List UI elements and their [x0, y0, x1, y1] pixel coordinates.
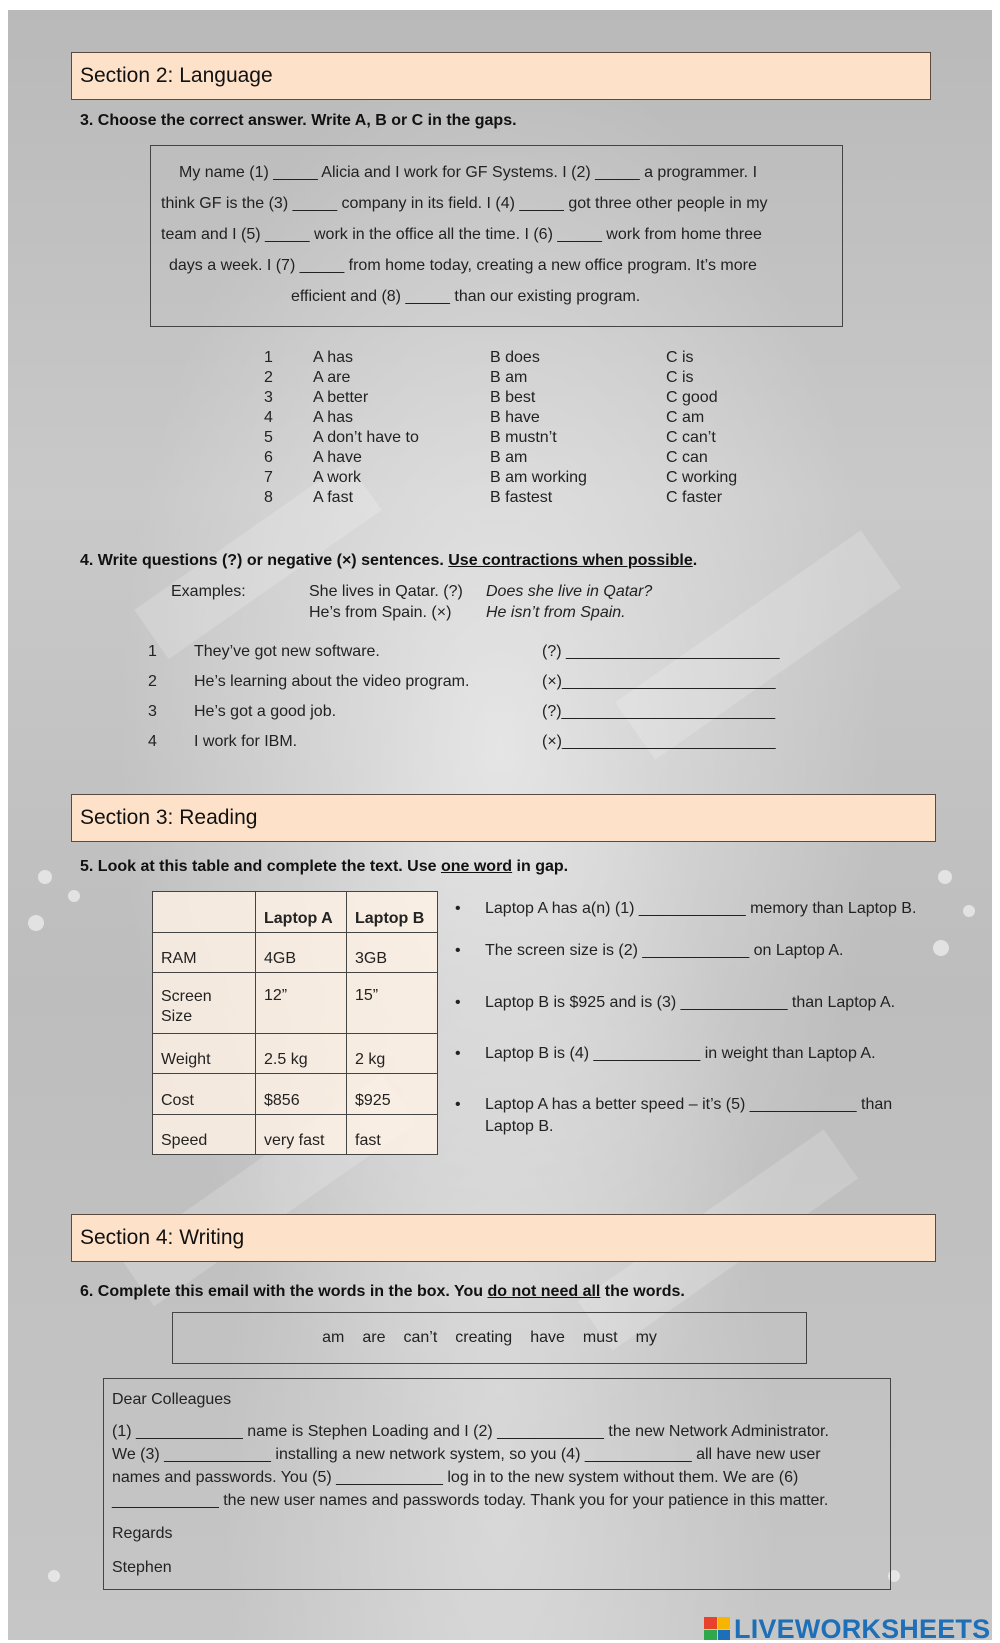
table-row: [153, 1074, 438, 1115]
word-option: my: [635, 1329, 657, 1346]
option-a: A work: [313, 469, 362, 486]
laptop-comparison-table: [152, 891, 438, 1155]
logo-square: [718, 1617, 731, 1630]
gap-sentence: • The screen size is (2) ____________ on Laptop A.: [485, 940, 955, 962]
background-decoration: [938, 870, 952, 884]
background-decoration: [963, 905, 975, 917]
title-underlined-text: Use contractions when possible: [448, 552, 693, 569]
option-a: A don’t have to: [313, 429, 419, 446]
item-number: 3: [148, 703, 157, 720]
logo-square: [718, 1630, 731, 1640]
email-greeting: Dear Colleagues: [112, 1391, 232, 1408]
word-option: can’t: [403, 1329, 438, 1346]
item-sentence: They’ve got new software.: [194, 643, 380, 660]
table-cell: 2 kg: [347, 1034, 438, 1074]
option-a: A fast: [313, 489, 354, 506]
table-cell: $856: [256, 1074, 347, 1115]
background-decoration: [38, 870, 52, 884]
email-signature: Stephen: [112, 1559, 172, 1576]
option-c: C can’t: [666, 429, 716, 446]
paragraph-line: efficient and (8) _____ than our existing program.: [291, 288, 641, 305]
logo-text: LIVEWORKSHEETS: [734, 1614, 991, 1640]
option-c: C good: [666, 389, 718, 406]
table-cell: Cost: [153, 1074, 256, 1115]
email-line: (1) ____________ name is Stephen Loading and I (2) ____________ the new Network Administrator.: [112, 1423, 829, 1440]
option-number: 8: [264, 489, 273, 506]
table-row: [153, 973, 438, 1034]
title-underlined-text: one word: [440, 858, 513, 875]
option-a: A has: [313, 349, 354, 366]
table-header-cell: Laptop B: [347, 892, 438, 933]
question-5-title: [80, 858, 568, 876]
table-cell: fast: [347, 1115, 438, 1155]
table-row: [153, 1115, 438, 1155]
logo-icon: [704, 1617, 730, 1641]
option-b: B fastest: [490, 489, 553, 506]
table-cell: 15”: [347, 973, 438, 1034]
paragraph-line: My name (1) _____ Alicia and I work for GF Systems. I (2) _____ a programmer. I: [179, 164, 758, 181]
question-4-title: [80, 552, 697, 570]
paragraph-line: think GF is the (3) _____ company in its field. I (4) _____ got three other people in my: [161, 195, 768, 212]
background-decoration: [48, 1570, 60, 1582]
option-b: B does: [490, 349, 540, 366]
example-sentence: She lives in Qatar. (?): [309, 583, 463, 600]
word-option: creating: [455, 1329, 513, 1346]
example-answer: He isn’t from Spain.: [486, 604, 626, 621]
section-title: Section 3: Reading: [80, 806, 258, 829]
option-number: 6: [264, 449, 273, 466]
email-line: names and passwords. You (5) ____________ log in to the new system without them. We are (6): [112, 1469, 799, 1486]
section-2-header: [71, 52, 931, 100]
gap-sentence: • Laptop A has a better speed – it’s (5) ____________ than Laptop B.: [485, 1094, 930, 1138]
option-b: B am working: [490, 469, 587, 486]
email-line: ____________ the new user names and passwords today. Thank you for your patience in this matter.: [112, 1492, 829, 1509]
option-number: 4: [264, 409, 273, 426]
background-decoration: [68, 890, 80, 902]
option-c: C can: [666, 449, 708, 466]
table-cell: $925: [347, 1074, 438, 1115]
option-a: A better: [313, 389, 369, 406]
option-b: B mustn’t: [490, 429, 557, 446]
item-number: 2: [148, 673, 157, 690]
word-option: must: [582, 1329, 618, 1346]
gap-sentence: • Laptop B is $925 and is (3) ____________ than Laptop A.: [485, 992, 955, 1014]
option-c: C working: [666, 469, 738, 486]
option-number: 1: [264, 349, 273, 366]
title-text: 4. Write questions (?) or negative (×) sentences.: [80, 552, 449, 569]
item-number: 4: [148, 733, 157, 750]
word-option: are: [362, 1329, 386, 1346]
title-text: in gap.: [512, 858, 569, 875]
option-c: C is: [666, 349, 694, 366]
answer-blank[interactable]: (×)________________________: [542, 733, 776, 750]
item-sentence: I work for IBM.: [194, 733, 298, 750]
option-a: A have: [313, 449, 362, 466]
option-c: C faster: [666, 489, 723, 506]
title-text: .: [692, 552, 698, 569]
title-underlined-text: do not need all: [487, 1283, 601, 1300]
table-cell: 12”: [256, 973, 347, 1034]
question-3-paragraph-box: [150, 145, 843, 327]
option-b: B am: [490, 449, 528, 466]
logo-square: [704, 1630, 717, 1640]
section-title: Section 2: Language: [80, 64, 273, 87]
answer-blank[interactable]: (?)________________________: [542, 703, 776, 720]
liveworksheets-logo[interactable]: [704, 1614, 990, 1640]
table-cell: 4GB: [256, 933, 347, 973]
answer-blank[interactable]: (?) ________________________: [542, 643, 780, 660]
gap-sentence: • Laptop B is (4) ____________ in weight than Laptop A.: [485, 1043, 955, 1065]
question-3-title: 3. Choose the correct answer. Write A, B or C in the gaps.: [80, 112, 517, 129]
word-option: am: [322, 1329, 345, 1346]
table-header-row: [153, 892, 438, 933]
background-decoration: [28, 915, 44, 931]
table-cell: Speed: [153, 1115, 256, 1155]
option-a: A has: [313, 409, 354, 426]
item-number: 1: [148, 643, 157, 660]
table-cell: RAM: [153, 933, 256, 973]
title-text: 6. Complete this email with the words in the box. You: [80, 1283, 488, 1300]
table-cell: 2.5 kg: [256, 1034, 347, 1074]
option-c: C am: [666, 409, 705, 426]
gap-sentence: • Laptop A has a(n) (1) ____________ memory than Laptop B.: [485, 898, 955, 920]
answer-blank[interactable]: (×)________________________: [542, 673, 776, 690]
option-a: A are: [313, 369, 351, 386]
option-number: 3: [264, 389, 273, 406]
example-answer: Does she live in Qatar?: [486, 583, 653, 600]
option-b: B have: [490, 409, 540, 426]
example-sentence: He’s from Spain. (×): [309, 604, 452, 621]
option-number: 2: [264, 369, 273, 386]
paragraph-line: team and I (5) _____ work in the office all the time. I (6) _____ work from home three: [161, 226, 762, 243]
section-4-header: [71, 1214, 936, 1262]
option-b: B best: [490, 389, 536, 406]
option-number: 5: [264, 429, 273, 446]
option-b: B am: [490, 369, 528, 386]
table-row: [153, 933, 438, 973]
table-header-cell: Laptop A: [256, 892, 347, 933]
item-sentence: He’s got a good job.: [194, 703, 337, 720]
paragraph-line: days a week. I (7) _____ from home today, creating a new office program. It’s more: [169, 257, 757, 274]
worksheet-page: [8, 10, 992, 1640]
question-6-title: [80, 1283, 685, 1301]
item-sentence: He’s learning about the video program.: [194, 673, 470, 690]
title-text: 5. Look at this table and complete the text. Use: [80, 858, 441, 875]
email-box: [103, 1378, 891, 1590]
examples-label: Examples:: [171, 583, 246, 600]
table-cell: Screen Size: [153, 973, 256, 1034]
option-number: 7: [264, 469, 273, 486]
table-cell: 3GB: [347, 933, 438, 973]
option-c: C is: [666, 369, 694, 386]
table-cell: very fast: [256, 1115, 347, 1155]
email-closing: Regards: [112, 1525, 173, 1542]
email-line: We (3) ____________ installing a new network system, so you (4) ____________ all have new user: [112, 1446, 821, 1463]
section-3-header: [71, 794, 936, 842]
table-row: [153, 1034, 438, 1074]
table-cell: [153, 892, 256, 933]
word-option: have: [530, 1329, 565, 1346]
title-text: the words.: [600, 1283, 685, 1300]
word-box: [172, 1312, 807, 1364]
logo-square: [704, 1617, 717, 1630]
table-cell: Weight: [153, 1034, 256, 1074]
section-title: Section 4: Writing: [80, 1226, 245, 1249]
